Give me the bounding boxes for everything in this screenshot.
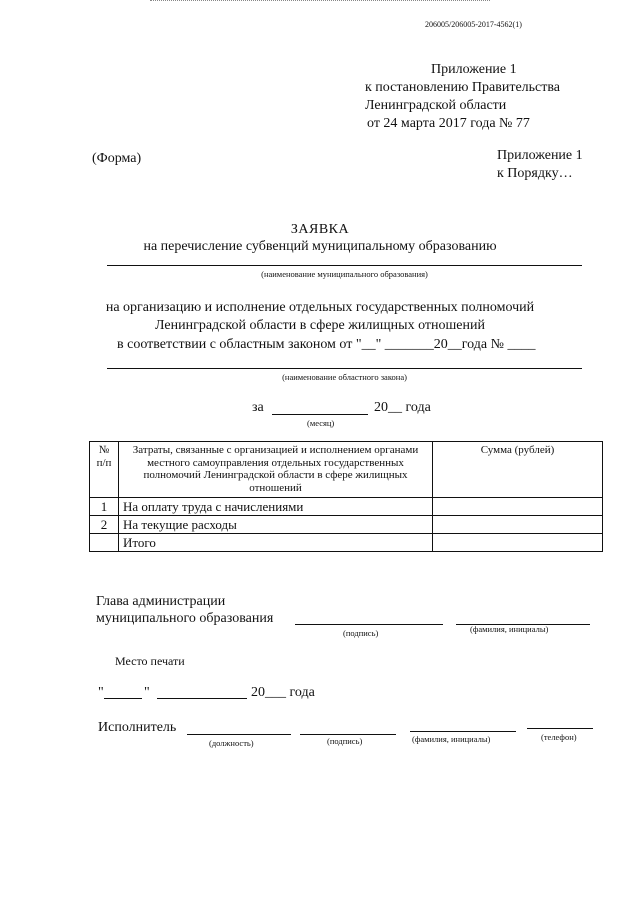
municipality-caption: (наименование муниципального образования) <box>261 269 428 279</box>
appendix-line-2: к постановлению Правительства <box>365 80 561 95</box>
document-title: ЗАЯВКА <box>290 222 350 237</box>
date-month-line <box>157 698 247 699</box>
head-signature-caption: (подпись) <box>343 628 379 638</box>
month-caption: (месяц) <box>307 418 335 428</box>
document-id: 206005/206005-2017-4562(1) <box>425 20 522 29</box>
executor-name-caption: (фамилия, инициалы) <box>412 734 491 744</box>
table-row-total <box>90 534 603 552</box>
table-row <box>90 516 603 534</box>
row-label: На текущие расходы <box>119 516 433 534</box>
row-sum <box>433 498 603 516</box>
law-blank-line <box>107 368 582 369</box>
appendix-line-3: Ленинградской области <box>365 98 507 113</box>
date-year: 20___ года <box>251 685 315 700</box>
appendix-line-1: Приложение 1 <box>431 62 517 77</box>
month-blank-line <box>272 414 368 415</box>
table-row <box>90 498 603 516</box>
row-num: 2 <box>90 516 119 534</box>
head-name-caption: (фамилия, инициалы) <box>470 624 549 634</box>
costs-table <box>89 441 603 552</box>
head-signature-line <box>295 624 443 625</box>
document-subtitle: на перечисление субвенций муниципальному образованию <box>143 239 497 254</box>
row-label: На оплату труда с начислениями <box>119 498 433 516</box>
executor-name-line <box>410 731 516 732</box>
row-sum <box>433 534 603 552</box>
appendix-line-4: от 24 марта 2017 года № 77 <box>367 116 530 131</box>
date-close-quote: " <box>144 685 150 700</box>
order-appendix-line-1: Приложение 1 <box>497 148 583 163</box>
stamp-place: Место печати <box>115 654 185 668</box>
row-num <box>90 534 119 552</box>
law-caption: (наименование областного закона) <box>282 372 407 382</box>
purpose-line-1: на организацию и исполнение отдельных государственных полномочий <box>105 300 535 315</box>
purpose-line-3: в соответствии с областным законом от "__" _______20__года № ____ <box>117 337 536 352</box>
date-day-line <box>104 698 142 699</box>
head-title-line-1: Глава администрации <box>96 594 226 609</box>
header-sum: Сумма (рублей) <box>433 442 603 498</box>
municipality-blank-line <box>107 265 582 266</box>
row-num: 1 <box>90 498 119 516</box>
form-label: (Форма) <box>92 151 142 166</box>
header-num: № п/п <box>90 442 119 498</box>
executor-signature-caption: (подпись) <box>327 736 363 746</box>
order-appendix-line-2: к Порядку… <box>497 166 573 181</box>
head-title-line-2: муниципального образования <box>96 611 274 626</box>
executor-signature-line <box>300 734 396 735</box>
executor-phone-line <box>527 728 593 729</box>
scan-artifact <box>150 0 490 3</box>
table-header-row <box>90 442 603 498</box>
date-open-quote: " <box>98 685 104 700</box>
executor-position-caption: (должность) <box>209 738 254 748</box>
header-costs: Затраты, связанные с организацией и исполнением органами местного самоуправления отдельных государственных полномочий Ленинградской области в сфере жилищных отношений <box>119 442 433 498</box>
purpose-line-2: Ленинградской области в сфере жилищных отношений <box>155 318 485 333</box>
row-sum <box>433 516 603 534</box>
row-label: Итого <box>119 534 433 552</box>
executor-phone-caption: (телефон) <box>541 732 577 742</box>
executor-label: Исполнитель <box>98 720 177 735</box>
period-year: 20__ года <box>374 400 431 415</box>
period-prefix: за <box>252 400 264 415</box>
executor-position-line <box>187 734 291 735</box>
